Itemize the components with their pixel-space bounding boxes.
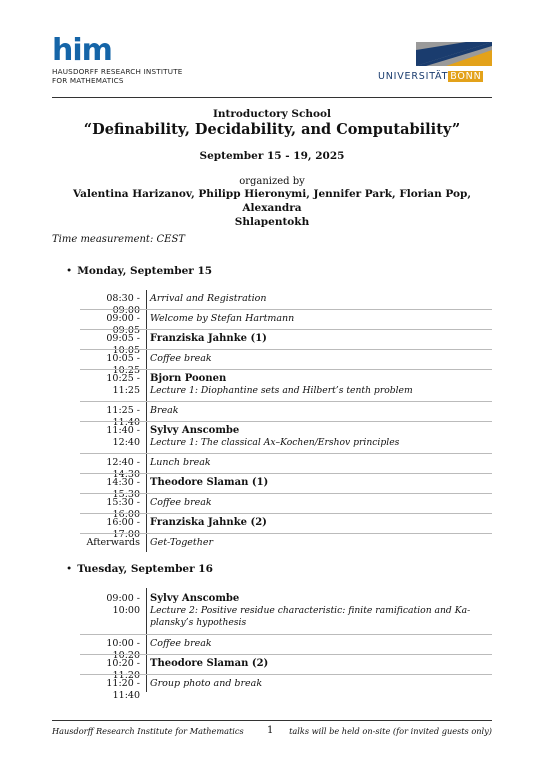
time-cell: 11:40 - 12:40 [106,425,140,448]
time-cell: 10:00 - 10:20 [106,638,140,661]
time-cell: 15:30 - 16:00 [106,497,140,520]
footer-right: talks will be held on-site (for invited guests only) [289,726,492,736]
day-label: Tuesday, September 16 [77,563,213,575]
time-cell: 14:30 - 15:30 [106,477,140,500]
table-divider [146,588,147,692]
school-label: Introductory School [212,108,332,120]
event-cell: Get-Together [150,537,214,548]
event-cell: Lunch break [150,457,211,468]
event-dates: September 15 - 19, 2025 [199,150,345,162]
organizers-line1: Valentina Harizanov, Philipp Hieronymi, Jennifer Park, Florian Pop, Alexandra [72,188,472,214]
university-logo-graphic [416,42,492,66]
row-separator [80,309,492,310]
page-number: 1 [267,725,274,736]
row-separator [80,421,492,422]
organized-by-label: organized by [239,176,305,187]
row-separator [80,453,492,454]
day-heading-monday [66,265,212,277]
day-heading-tuesday [66,563,213,575]
him-logo-line1: HAUSDORFF RESEARCH INSTITUTE [52,67,183,76]
row-separator [80,369,492,370]
event-cell: Group photo and break [150,678,263,689]
time-cell: 12:40 - 14:30 [106,457,140,480]
time-cell: 11:25 - 11:40 [106,405,140,428]
row-separator [80,654,492,655]
organizers [52,187,492,229]
speaker-cell: Franziska Jahnke (1) [150,333,267,344]
him-logo-mark: him [52,33,112,68]
row-separator [80,329,492,330]
speaker-name: Sylvy Anscombe [150,425,240,436]
him-logo [52,33,183,85]
talk-title: Lecture 1: Diophantine sets and Hilbert’s tenth problem [150,385,413,396]
speaker-cell: Franziska Jahnke (2) [150,517,267,528]
time-cell: Afterwards [86,537,140,548]
day-label: Monday, September 15 [77,265,213,277]
event-cell: Arrival and Registration [150,293,267,304]
bullet-icon: • [66,563,73,575]
footer-rule [52,720,492,721]
talk-title-continued: plansky’s hypothesis [150,617,247,628]
event-cell: Coffee break [150,497,212,508]
bonn-logo-word: BONN [450,71,482,82]
time-cell: 11:20 - 11:40 [106,678,140,701]
time-cell: 10:25 - 11:25 [106,373,140,396]
talk-cell [150,425,495,449]
him-logo-line2: FOR MATHEMATICS [52,76,124,85]
event-cell: Coffee break [150,638,212,649]
event-title: “Definability, Decidability, and Computability” [83,121,461,138]
speaker-name: Bjorn Poonen [150,373,227,384]
time-cell: 10:05 - 10:25 [106,353,140,376]
organizers-line2: Shlapentokh [234,216,310,228]
time-cell: 16:00 - 17:00 [106,517,140,540]
talk-cell [150,593,495,629]
header-rule [52,97,492,98]
university-logo-word: UNIVERSITÄT [378,71,449,82]
time-cell: 09:05 - 10:05 [106,333,140,356]
event-cell: Coffee break [150,353,212,364]
time-cell: 10:20 - 11:20 [106,658,140,681]
speaker-name: Sylvy Anscombe [150,593,240,604]
row-separator [80,349,492,350]
event-cell: Welcome by Stefan Hartmann [150,313,295,324]
row-separator [80,634,492,635]
row-separator [80,473,492,474]
row-separator [80,401,492,402]
time-cell: 09:00 - 10:00 [106,593,140,616]
time-measurement-note: Time measurement: CEST [52,234,185,245]
time-cell: 08:30 - 09:00 [106,293,140,316]
talk-title: Lecture 2: Positive residue characteristic: finite ramification and Ka- [150,605,471,616]
event-cell: Break [150,405,179,416]
speaker-cell: Theodore Slaman (2) [150,658,269,669]
speaker-cell: Theodore Slaman (1) [150,477,269,488]
row-separator [80,513,492,514]
time-cell: 09:00 - 09:05 [106,313,140,336]
talk-cell [150,373,495,397]
row-separator [80,533,492,534]
bullet-icon: • [66,265,73,277]
footer-left: Hausdorff Research Institute for Mathematics [52,726,244,736]
talk-title: Lecture 1: The classical Ax–Kochen/Ershov principles [150,437,400,448]
university-logo-text [378,71,483,82]
row-separator [80,493,492,494]
row-separator [80,674,492,675]
page-header [0,0,543,100]
